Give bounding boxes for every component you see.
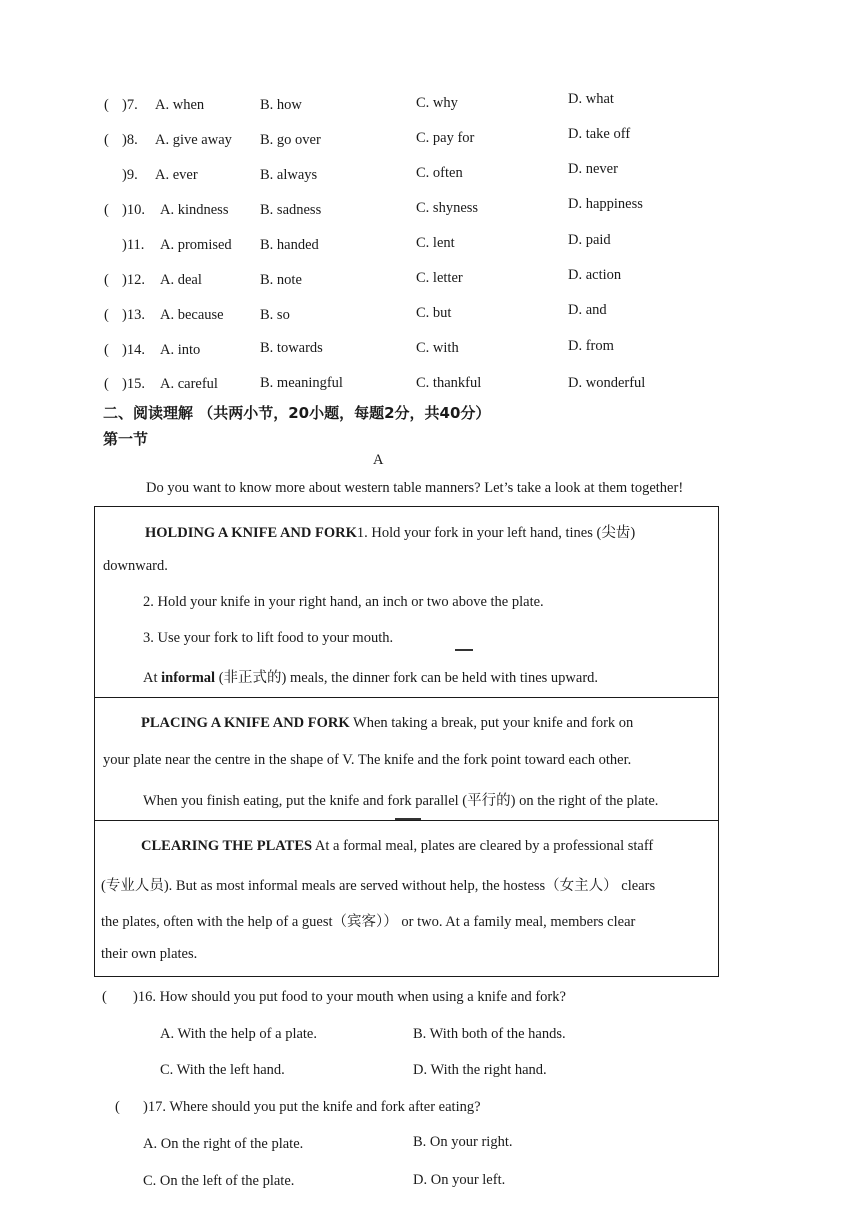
section-title: 二、阅读理解 （共两小节，20小题，每题2分，共40分） xyxy=(103,404,491,422)
part-title: 第一节 xyxy=(103,430,149,448)
option-a[interactable]: A. because xyxy=(160,307,224,323)
answer-paren[interactable]: ( xyxy=(104,132,109,148)
option-a[interactable]: A. kindness xyxy=(160,202,229,218)
answer-paren[interactable]: ( xyxy=(102,989,107,1005)
option-a[interactable]: A. into xyxy=(160,342,201,358)
option-a[interactable]: A. On the right of the plate. xyxy=(143,1136,304,1152)
question-number: )10. xyxy=(122,202,145,218)
box-heading: PLACING A KNIFE AND FORK xyxy=(141,715,350,731)
option-b[interactable]: B. always xyxy=(260,167,318,183)
option-d[interactable]: D. paid xyxy=(568,232,611,248)
option-c[interactable]: C. With the left hand. xyxy=(160,1062,285,1078)
option-c[interactable]: C. letter xyxy=(416,270,463,286)
question-stem: )16. How should you put food to your mouth when using a knife and fork? xyxy=(133,989,566,1005)
question-number: )12. xyxy=(122,272,145,288)
box-text: the plates, often with the help of a guest（宾客）） or two. At a family meal, members clear xyxy=(101,914,636,930)
option-a[interactable]: A. careful xyxy=(160,376,218,392)
option-a[interactable]: A. when xyxy=(155,97,205,113)
option-b[interactable]: B. On your right. xyxy=(413,1134,513,1150)
option-d[interactable]: D. wonderful xyxy=(568,375,646,391)
option-b[interactable]: B. towards xyxy=(260,340,323,356)
option-b[interactable]: B. note xyxy=(260,272,302,288)
option-d[interactable]: D. action xyxy=(568,267,622,283)
question-number: )13. xyxy=(122,307,145,323)
option-d[interactable]: D. from xyxy=(568,338,614,354)
option-a[interactable]: A. ever xyxy=(155,167,198,183)
option-d[interactable]: D. With the right hand. xyxy=(413,1062,547,1078)
box-text: At informal (非正式的) meals, the dinner fork can be held with tines upward. xyxy=(143,670,599,686)
box-clearing-plates xyxy=(94,820,719,977)
option-b[interactable]: B. go over xyxy=(260,132,321,148)
box-placing-knife-fork xyxy=(94,697,719,821)
option-c[interactable]: C. shyness xyxy=(416,200,479,216)
option-d[interactable]: D. never xyxy=(568,161,618,177)
answer-paren[interactable]: ( xyxy=(104,376,109,392)
option-c[interactable]: C. but xyxy=(416,305,452,321)
option-d[interactable]: D. take off xyxy=(568,126,631,142)
passage-letter: A xyxy=(373,452,384,468)
option-c[interactable]: C. often xyxy=(416,165,463,181)
option-a[interactable]: A. give away xyxy=(155,132,232,148)
option-b[interactable]: B. handed xyxy=(260,237,319,253)
question-number: )8. xyxy=(122,132,138,148)
passage-intro: Do you want to know more about western table manners? Let’s take a look at them together! xyxy=(146,480,684,496)
option-b[interactable]: B. so xyxy=(260,307,290,323)
option-d[interactable]: D. and xyxy=(568,302,607,318)
option-b[interactable]: B. meaningful xyxy=(260,375,343,391)
box-text: their own plates. xyxy=(101,946,198,962)
option-c[interactable]: C. On the left of the plate. xyxy=(143,1173,295,1189)
box-text: When you finish eating, put the knife and fork parallel (平行的) on the right of the plate. xyxy=(143,793,659,809)
answer-paren[interactable]: ( xyxy=(104,307,109,323)
question-stem: )17. Where should you put the knife and fork after eating? xyxy=(143,1099,481,1115)
box-text: 2. Hold your knife in your right hand, an inch or two above the plate. xyxy=(143,594,544,610)
option-d[interactable]: D. happiness xyxy=(568,196,643,212)
answer-paren[interactable]: ( xyxy=(104,97,109,113)
option-a[interactable]: A. deal xyxy=(160,272,202,288)
option-a[interactable]: A. promised xyxy=(160,237,232,253)
box-text: When taking a break, put your knife and fork on xyxy=(349,715,634,731)
box-text: your plate near the centre in the shape of V. The knife and the fork point toward each other. xyxy=(103,752,632,768)
question-number: )7. xyxy=(122,97,138,113)
option-d[interactable]: D. On your left. xyxy=(413,1172,506,1188)
question-number: )9. xyxy=(122,167,138,183)
option-c[interactable]: C. why xyxy=(416,95,458,111)
box-text: 3. Use your fork to lift food to your mouth. xyxy=(143,630,394,646)
question-number: )11. xyxy=(122,237,145,253)
option-c[interactable]: C. thankful xyxy=(416,375,482,391)
answer-paren[interactable]: ( xyxy=(104,272,109,288)
option-c[interactable]: C. with xyxy=(416,340,459,356)
box-heading: CLEARING THE PLATES xyxy=(141,838,313,854)
option-d[interactable]: D. what xyxy=(568,91,614,107)
option-b[interactable]: B. how xyxy=(260,97,302,113)
option-a[interactable]: A. With the help of a plate. xyxy=(160,1026,317,1042)
box-text: downward. xyxy=(103,558,168,574)
box-heading: HOLDING A KNIFE AND FORK xyxy=(145,525,357,541)
option-b[interactable]: B. sadness xyxy=(260,202,322,218)
box-text: At a formal meal, plates are cleared by a professional staff xyxy=(312,838,654,854)
box-text: (专业人员). But as most informal meals are served without help, the hostess（女主人） clears xyxy=(101,878,656,894)
box-text: 1. Hold your fork in your left hand, tines (尖齿) xyxy=(356,525,636,541)
answer-paren[interactable]: ( xyxy=(115,1099,120,1115)
option-c[interactable]: C. lent xyxy=(416,235,455,251)
question-number: )14. xyxy=(122,342,145,358)
answer-paren[interactable]: ( xyxy=(104,342,109,358)
option-c[interactable]: C. pay for xyxy=(416,130,475,146)
box-holding-knife-fork xyxy=(94,506,719,698)
answer-paren[interactable]: ( xyxy=(104,202,109,218)
option-b[interactable]: B. With both of the hands. xyxy=(413,1026,566,1042)
question-number: )15. xyxy=(122,376,145,392)
